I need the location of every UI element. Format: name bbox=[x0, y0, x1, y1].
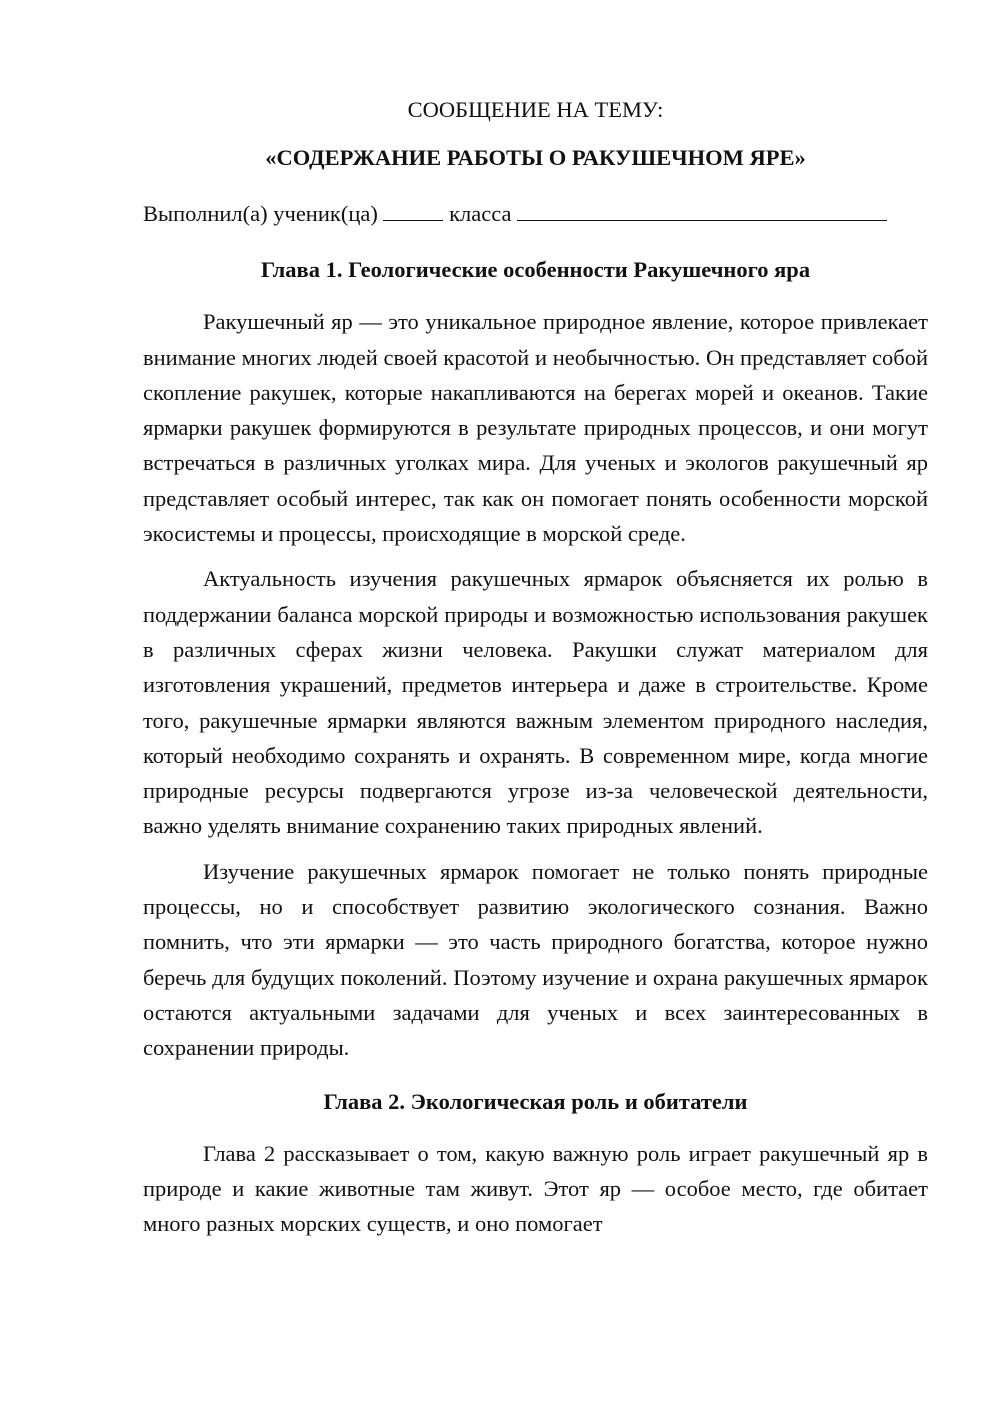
chapter-1-paragraph-1: Ракушечный яр — это уникальное природное явление, которое привлекает внимание многих людей своей красотой и необычностью. Он представляет собой скопление ракушек, которые накапливаются на берегах морей и океанов. Такие ярмарки ракушек формируются в результате природных процессов, и они могут встречаться в различных уголках мира. Для ученых и экологов ракушечный яр представляет особый интерес, так как он помогает понять особенности морской экосистемы и процессы, происходящие в морской среде. bbox=[143, 309, 928, 547]
chapter-1-heading: Глава 1. Геологические особенности Ракушечного яра bbox=[260, 257, 811, 282]
document-page bbox=[143, 92, 928, 1242]
student-name-blank bbox=[517, 198, 887, 221]
document-title-line-2: «СОДЕРЖАНИЕ РАБОТЫ О РАКУШЕЧНОМ ЯРЕ» bbox=[265, 145, 806, 170]
chapter-2-heading: Глава 2. Экологическая роль и обитатели bbox=[323, 1088, 748, 1114]
chapter-1-paragraph-2: Актуальность изучения ракушечных ярмарок объясняется их ролью в поддержании баланса морской природы и возможностью использования ракушек в различных сферах жизни человека. Ракушки служат материалом для изготовления украшений, предметов интерьера и даже в строительстве. Кроме того, ракушечные ярмарки являются важным элементом природного наследия, который необходимо сохранять и охранять. В современном мире, когда многие природные ресурсы подвергаются угрозе из-за человеческой деятельности, важно уделять внимание сохранению таких природных явлений. bbox=[143, 566, 928, 839]
author-prefix: Выполнил(а) ученик(ца) bbox=[143, 201, 378, 226]
author-middle: класса bbox=[449, 201, 512, 226]
chapter-1-paragraph-3: Изучение ракушечных ярмарок помогает не только понять природные процессы, но и способствует развитию экологического сознания. Важно помнить, что эти ярмарки — это часть природного богатства, которое нужно беречь для будущих поколений. Поэтому изучение и охрана ракушечных ярмарок остаются актуальными задачами для ученых и всех заинтересованных в сохранении природы. bbox=[143, 858, 928, 1061]
author-line bbox=[143, 196, 928, 232]
document-title-line-1: СООБЩЕНИЕ НА ТЕМУ: bbox=[407, 97, 664, 122]
class-number-blank bbox=[383, 198, 443, 221]
chapter-2-paragraph-1: Глава 2 рассказывает о том, какую важную роль играет ракушечный яр в природе и какие животные там живут. Этот яр — особое место, где обитает много разных морских существ, и оно помогает bbox=[143, 1140, 928, 1237]
